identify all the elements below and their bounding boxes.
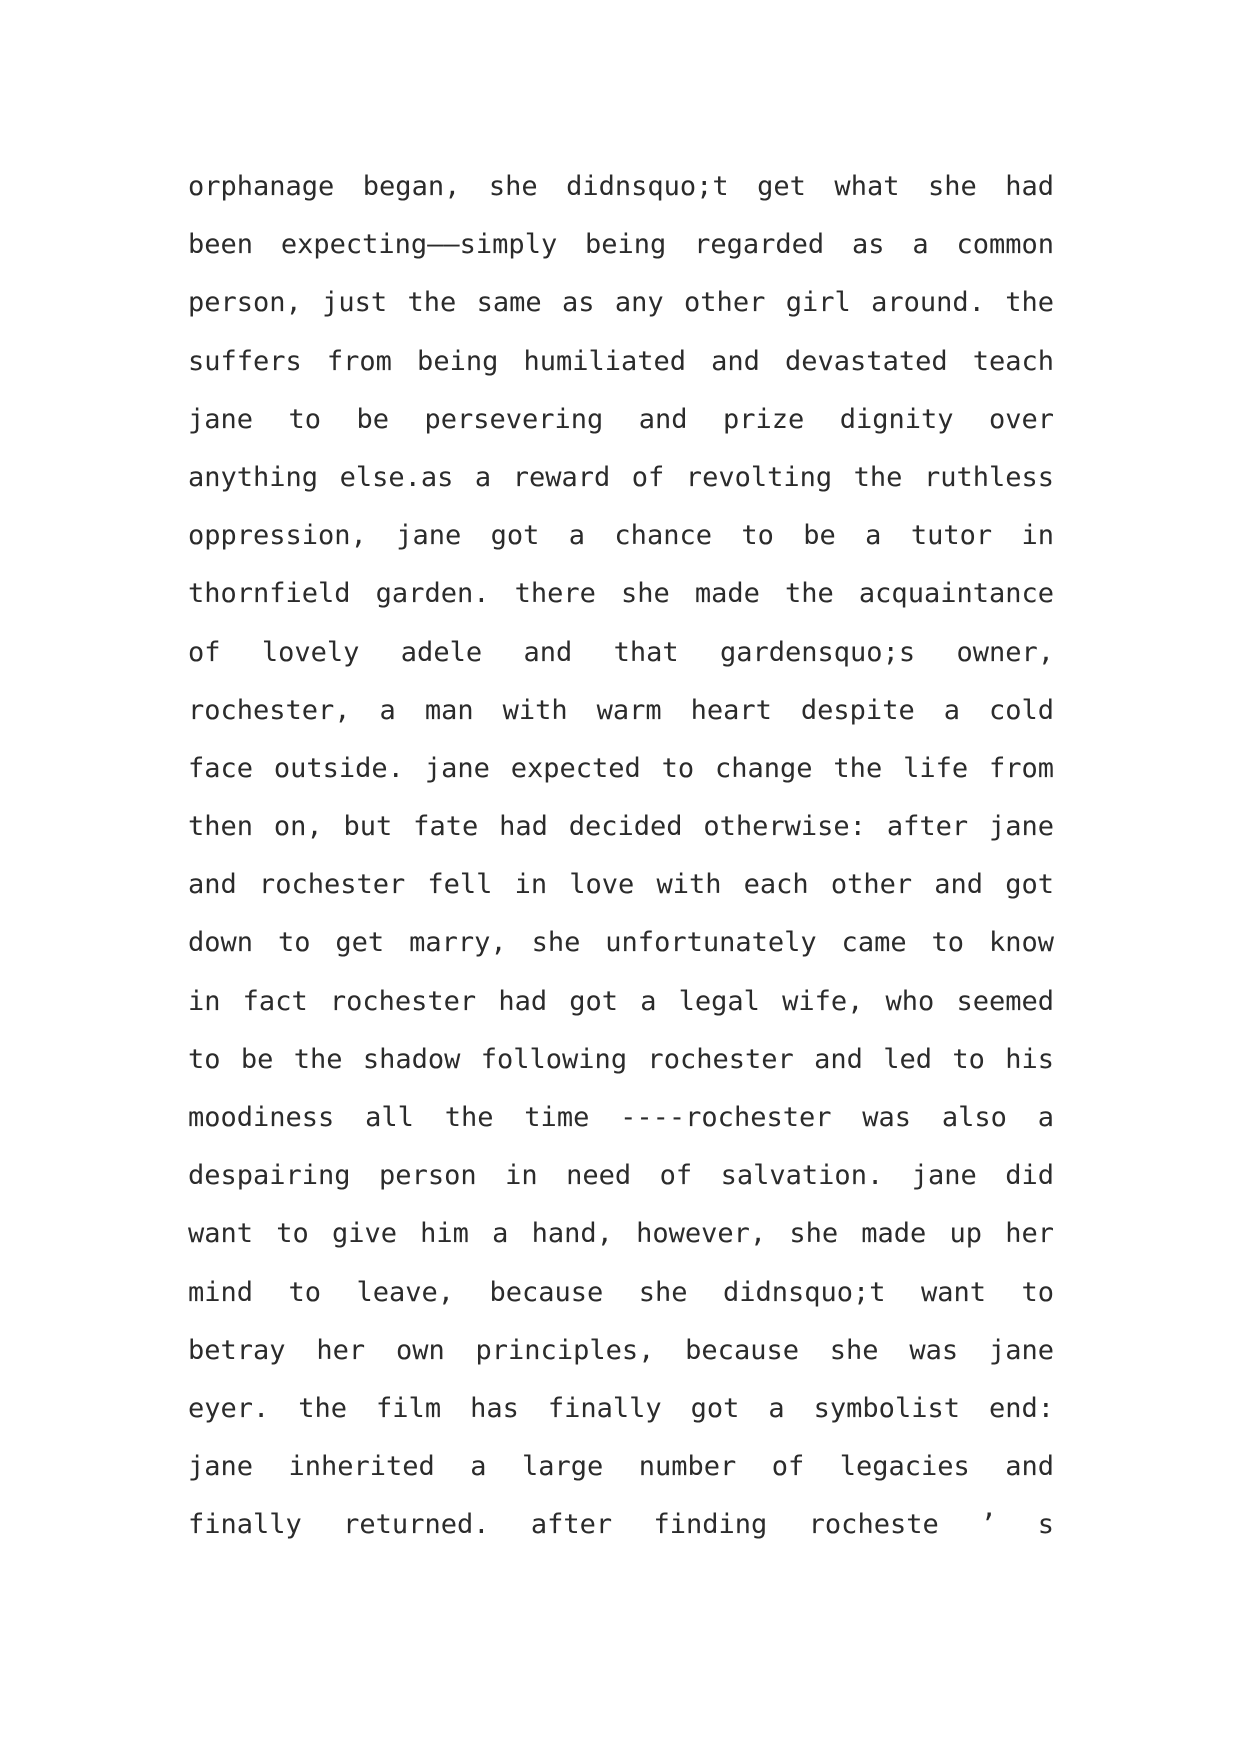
text-line: finally returned. after finding rocheste ’ s <box>188 1509 1054 1541</box>
text-line: despairing person in need of salvation. jane did <box>188 1160 1054 1192</box>
text-line: then on, but fate had decided otherwise: after jane <box>188 811 1054 843</box>
text-line: of lovely adele and that gardensquo;s owner, <box>188 636 1054 668</box>
text-line: jane to be persevering and prize dignity over <box>188 403 1054 435</box>
text-line: face outside. jane expected to change the life from <box>188 752 1054 784</box>
text-line: mind to leave, because she didnsquo;t want to <box>188 1276 1054 1308</box>
text-line: been expecting——simply being regarded as a common <box>188 229 1054 261</box>
text-line: thornfield garden. there she made the acquaintance <box>188 578 1054 610</box>
text-line: to be the shadow following rochester and led to his <box>188 1043 1054 1075</box>
text-line: anything else.as a reward of revolting the ruthless <box>188 461 1054 493</box>
text-line: rochester, a man with warm heart despite a cold <box>188 694 1054 726</box>
text-line: betray her own principles, because she was jane <box>188 1334 1054 1366</box>
text-line: jane inherited a large number of legacies and <box>188 1451 1054 1483</box>
text-line: eyer. the film has finally got a symbolist end: <box>188 1392 1054 1424</box>
text-line: want to give him a hand, however, she made up her <box>188 1218 1054 1250</box>
text-line: person, just the same as any other girl around. the <box>188 287 1054 319</box>
text-line: suffers from being humiliated and devastated teach <box>188 345 1054 377</box>
text-line: down to get marry, she unfortunately came to know <box>188 927 1054 959</box>
text-line: and rochester fell in love with each other and got <box>188 869 1054 901</box>
text-line: in fact rochester had got a legal wife, who seemed <box>188 985 1054 1017</box>
text-line: orphanage began, she didnsquo;t get what she had <box>188 171 1054 202</box>
body-paragraph <box>188 162 1054 1559</box>
text-line: moodiness all the time ----rochester was also a <box>188 1102 1054 1133</box>
text-line: oppression, jane got a chance to be a tutor in <box>188 520 1054 552</box>
